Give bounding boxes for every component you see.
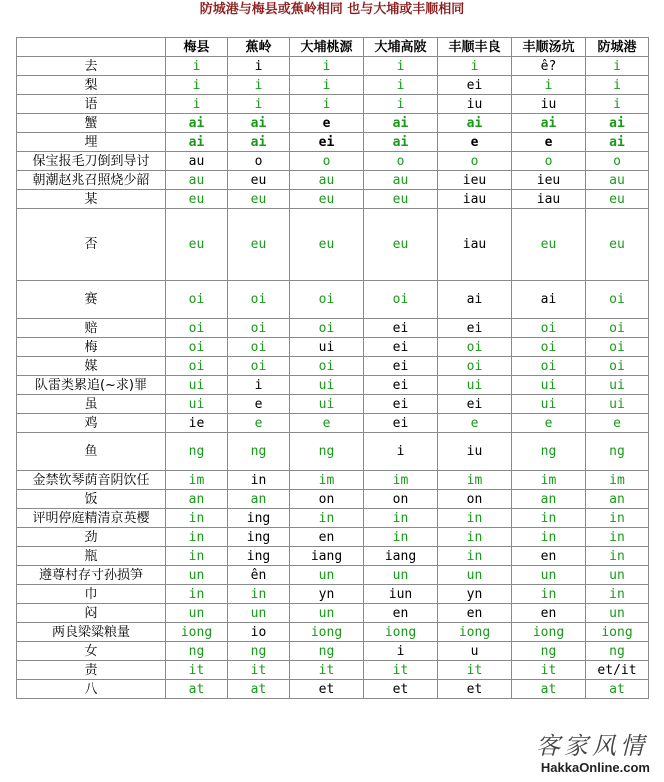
value-cell: e: [228, 414, 290, 433]
header-cell: 梅县: [166, 38, 228, 57]
value-cell: au: [166, 171, 228, 190]
value-cell: ei: [364, 376, 438, 395]
value-cell: oi: [290, 281, 364, 319]
value-cell: im: [512, 471, 586, 490]
value-cell: un: [228, 604, 290, 623]
value-cell: e: [512, 133, 586, 152]
value-cell: at: [228, 680, 290, 699]
table-row: [17, 171, 649, 190]
value-cell: un: [586, 604, 649, 623]
value-cell: o: [228, 152, 290, 171]
row-label: 去: [17, 57, 166, 76]
row-label: 保宝报毛刀倒到导讨: [17, 152, 166, 171]
value-cell: iang: [364, 547, 438, 566]
table-row: [17, 357, 649, 376]
value-cell: un: [438, 566, 512, 585]
value-cell: oi: [586, 319, 649, 338]
value-cell: in: [166, 547, 228, 566]
table-row: [17, 566, 649, 585]
header-row: [17, 38, 649, 57]
value-cell: ai: [512, 281, 586, 319]
header-cell: 丰顺丰良: [438, 38, 512, 57]
value-cell: e: [228, 395, 290, 414]
value-cell: e: [438, 414, 512, 433]
row-label: 女: [17, 642, 166, 661]
value-cell: eu: [364, 209, 438, 281]
value-cell: i: [586, 95, 649, 114]
value-cell: i: [438, 57, 512, 76]
value-cell: ai: [228, 133, 290, 152]
table-row: [17, 471, 649, 490]
table-row: [17, 414, 649, 433]
table-row: [17, 509, 649, 528]
value-cell: en: [438, 604, 512, 623]
value-cell: iu: [438, 95, 512, 114]
value-cell: im: [166, 471, 228, 490]
value-cell: o: [364, 152, 438, 171]
value-cell: i: [290, 76, 364, 95]
table-row: [17, 376, 649, 395]
value-cell: eu: [228, 171, 290, 190]
row-label: 闷: [17, 604, 166, 623]
value-cell: it: [438, 661, 512, 680]
row-label: 两良梁粱粮量: [17, 623, 166, 642]
value-cell: ui: [586, 395, 649, 414]
value-cell: e: [586, 414, 649, 433]
row-label: 遵尊村存寸孙损笋: [17, 566, 166, 585]
value-cell: et: [290, 680, 364, 699]
row-label: 梅: [17, 338, 166, 357]
value-cell: in: [166, 509, 228, 528]
value-cell: oi: [586, 338, 649, 357]
value-cell: o: [586, 152, 649, 171]
value-cell: un: [166, 566, 228, 585]
value-cell: ei: [364, 319, 438, 338]
value-cell: ng: [228, 433, 290, 471]
value-cell: ui: [512, 395, 586, 414]
value-cell: ei: [438, 319, 512, 338]
value-cell: iang: [290, 547, 364, 566]
value-cell: oi: [512, 319, 586, 338]
value-cell: ei: [364, 395, 438, 414]
table-row: [17, 433, 649, 471]
value-cell: et: [438, 680, 512, 699]
value-cell: ing: [228, 547, 290, 566]
value-cell: ai: [228, 114, 290, 133]
comparison-table: [16, 37, 649, 699]
value-cell: ing: [228, 528, 290, 547]
value-cell: ng: [586, 433, 649, 471]
value-cell: un: [166, 604, 228, 623]
value-cell: et/it: [586, 661, 649, 680]
value-cell: ei: [438, 395, 512, 414]
value-cell: u: [438, 642, 512, 661]
value-cell: on: [438, 490, 512, 509]
value-cell: ieu: [438, 171, 512, 190]
value-cell: en: [512, 604, 586, 623]
row-label: 瓶: [17, 547, 166, 566]
value-cell: eu: [228, 190, 290, 209]
value-cell: oi: [512, 357, 586, 376]
value-cell: ê?: [512, 57, 586, 76]
table-row: [17, 490, 649, 509]
table-row: [17, 133, 649, 152]
value-cell: i: [364, 57, 438, 76]
table-row: [17, 57, 649, 76]
value-cell: in: [438, 547, 512, 566]
row-label: 八: [17, 680, 166, 699]
value-cell: yn: [438, 585, 512, 604]
value-cell: an: [512, 490, 586, 509]
value-cell: i: [586, 76, 649, 95]
value-cell: in: [512, 585, 586, 604]
value-cell: eu: [166, 190, 228, 209]
value-cell: ng: [290, 642, 364, 661]
value-cell: ei: [364, 414, 438, 433]
table-row: [17, 190, 649, 209]
value-cell: i: [228, 57, 290, 76]
value-cell: oi: [438, 338, 512, 357]
value-cell: ai: [586, 114, 649, 133]
table-row: [17, 642, 649, 661]
value-cell: ui: [290, 376, 364, 395]
value-cell: i: [228, 376, 290, 395]
value-cell: e: [438, 133, 512, 152]
value-cell: in: [586, 585, 649, 604]
table-row: [17, 623, 649, 642]
value-cell: oi: [166, 338, 228, 357]
value-cell: i: [290, 57, 364, 76]
row-label: 某: [17, 190, 166, 209]
value-cell: ai: [364, 114, 438, 133]
value-cell: im: [586, 471, 649, 490]
value-cell: oi: [290, 319, 364, 338]
value-cell: in: [364, 509, 438, 528]
value-cell: en: [290, 528, 364, 547]
value-cell: at: [512, 680, 586, 699]
table-row: [17, 338, 649, 357]
value-cell: ui: [290, 338, 364, 357]
value-cell: iong: [586, 623, 649, 642]
value-cell: ui: [586, 376, 649, 395]
value-cell: an: [228, 490, 290, 509]
value-cell: oi: [166, 319, 228, 338]
table-body: [17, 57, 649, 699]
value-cell: oi: [586, 357, 649, 376]
value-cell: oi: [228, 338, 290, 357]
header-cell: 蕉岭: [228, 38, 290, 57]
value-cell: ai: [438, 114, 512, 133]
value-cell: ai: [438, 281, 512, 319]
value-cell: iong: [166, 623, 228, 642]
value-cell: ai: [586, 133, 649, 152]
value-cell: in: [166, 585, 228, 604]
table-row: [17, 152, 649, 171]
watermark: [454, 726, 654, 782]
row-label: 梨: [17, 76, 166, 95]
value-cell: ên: [228, 566, 290, 585]
value-cell: in: [586, 528, 649, 547]
value-cell: oi: [228, 357, 290, 376]
value-cell: iong: [438, 623, 512, 642]
page-title: 防城港与梅县或蕉岭相同 也与大埔或丰顺相同: [199, 2, 465, 17]
value-cell: ai: [166, 133, 228, 152]
value-cell: oi: [166, 281, 228, 319]
value-cell: au: [166, 152, 228, 171]
value-cell: it: [166, 661, 228, 680]
value-cell: oi: [586, 281, 649, 319]
row-label: 巾: [17, 585, 166, 604]
value-cell: in: [290, 509, 364, 528]
row-label: 评明停庭精清京英樱: [17, 509, 166, 528]
value-cell: at: [586, 680, 649, 699]
value-cell: im: [290, 471, 364, 490]
value-cell: au: [586, 171, 649, 190]
row-label: 赔: [17, 319, 166, 338]
header-cell: 防城港: [586, 38, 649, 57]
value-cell: ng: [166, 642, 228, 661]
value-cell: ui: [512, 376, 586, 395]
value-cell: i: [166, 76, 228, 95]
watermark-site: HakkaOnline.com: [540, 760, 650, 775]
value-cell: eu: [586, 190, 649, 209]
value-cell: ing: [228, 509, 290, 528]
row-label: 赛: [17, 281, 166, 319]
table-row: [17, 395, 649, 414]
row-label: 蟹: [17, 114, 166, 133]
value-cell: on: [290, 490, 364, 509]
table-row: [17, 585, 649, 604]
row-label: 队雷类累追(~求)罪: [17, 376, 166, 395]
value-cell: e: [512, 414, 586, 433]
value-cell: eu: [586, 209, 649, 281]
value-cell: i: [290, 95, 364, 114]
value-cell: au: [290, 171, 364, 190]
value-cell: oi: [364, 281, 438, 319]
value-cell: iong: [364, 623, 438, 642]
header-cell: 大埔高陂: [364, 38, 438, 57]
row-label: 语: [17, 95, 166, 114]
value-cell: eu: [364, 190, 438, 209]
value-cell: ng: [512, 433, 586, 471]
value-cell: un: [290, 566, 364, 585]
row-label: 劲: [17, 528, 166, 547]
row-label: 鱼: [17, 433, 166, 471]
value-cell: in: [364, 528, 438, 547]
value-cell: oi: [166, 357, 228, 376]
table-row: [17, 281, 649, 319]
value-cell: ei: [290, 133, 364, 152]
value-cell: ng: [290, 433, 364, 471]
value-cell: ei: [364, 338, 438, 357]
value-cell: un: [364, 566, 438, 585]
value-cell: ng: [228, 642, 290, 661]
table-row: [17, 114, 649, 133]
value-cell: en: [512, 547, 586, 566]
value-cell: un: [512, 566, 586, 585]
value-cell: in: [438, 509, 512, 528]
value-cell: iu: [438, 433, 512, 471]
value-cell: ie: [166, 414, 228, 433]
value-cell: an: [586, 490, 649, 509]
value-cell: eu: [166, 209, 228, 281]
row-label: 埋: [17, 133, 166, 152]
value-cell: io: [228, 623, 290, 642]
table-row: [17, 661, 649, 680]
value-cell: i: [512, 76, 586, 95]
value-cell: iau: [438, 190, 512, 209]
value-cell: un: [586, 566, 649, 585]
value-cell: in: [438, 528, 512, 547]
value-cell: i: [228, 76, 290, 95]
row-label: 责: [17, 661, 166, 680]
value-cell: au: [364, 171, 438, 190]
row-label: 否: [17, 209, 166, 281]
header-corner: [17, 38, 166, 57]
watermark-script: 客家风情: [536, 732, 648, 760]
value-cell: o: [290, 152, 364, 171]
value-cell: an: [166, 490, 228, 509]
value-cell: ai: [364, 133, 438, 152]
header-cell: 大埔桃源: [290, 38, 364, 57]
value-cell: ng: [166, 433, 228, 471]
header-cell: 丰顺汤坑: [512, 38, 586, 57]
value-cell: o: [512, 152, 586, 171]
value-cell: iau: [438, 209, 512, 281]
value-cell: it: [290, 661, 364, 680]
value-cell: oi: [228, 281, 290, 319]
row-label: 金禁钦琴荫音阴饮任: [17, 471, 166, 490]
value-cell: iong: [512, 623, 586, 642]
value-cell: iun: [364, 585, 438, 604]
table-row: [17, 604, 649, 623]
value-cell: oi: [290, 357, 364, 376]
value-cell: ai: [166, 114, 228, 133]
value-cell: ai: [512, 114, 586, 133]
table-row: [17, 95, 649, 114]
value-cell: in: [228, 585, 290, 604]
value-cell: iu: [512, 95, 586, 114]
value-cell: i: [166, 95, 228, 114]
value-cell: eu: [228, 209, 290, 281]
value-cell: o: [438, 152, 512, 171]
value-cell: i: [228, 95, 290, 114]
value-cell: oi: [512, 338, 586, 357]
value-cell: in: [512, 509, 586, 528]
value-cell: ieu: [512, 171, 586, 190]
value-cell: im: [438, 471, 512, 490]
value-cell: at: [166, 680, 228, 699]
value-cell: e: [290, 414, 364, 433]
table-row: [17, 76, 649, 95]
value-cell: ng: [512, 642, 586, 661]
value-cell: i: [364, 642, 438, 661]
value-cell: it: [364, 661, 438, 680]
row-label: 鸡: [17, 414, 166, 433]
value-cell: it: [512, 661, 586, 680]
value-cell: it: [228, 661, 290, 680]
value-cell: ui: [166, 376, 228, 395]
value-cell: in: [228, 471, 290, 490]
row-label: 媒: [17, 357, 166, 376]
table-row: [17, 528, 649, 547]
value-cell: ui: [166, 395, 228, 414]
table-row: [17, 547, 649, 566]
value-cell: in: [586, 509, 649, 528]
value-cell: in: [166, 528, 228, 547]
value-cell: un: [290, 604, 364, 623]
value-cell: yn: [290, 585, 364, 604]
value-cell: im: [364, 471, 438, 490]
value-cell: ei: [438, 76, 512, 95]
table-row: [17, 209, 649, 281]
value-cell: ei: [364, 357, 438, 376]
value-cell: i: [586, 57, 649, 76]
table-row: [17, 319, 649, 338]
value-cell: eu: [512, 209, 586, 281]
value-cell: ng: [586, 642, 649, 661]
value-cell: oi: [228, 319, 290, 338]
value-cell: in: [586, 547, 649, 566]
row-label: 虽: [17, 395, 166, 414]
value-cell: iong: [290, 623, 364, 642]
value-cell: iau: [512, 190, 586, 209]
table-row: [17, 680, 649, 699]
value-cell: oi: [438, 357, 512, 376]
value-cell: en: [364, 604, 438, 623]
row-label: 饭: [17, 490, 166, 509]
value-cell: i: [364, 95, 438, 114]
row-label: 朝潮赵兆召照烧少韶: [17, 171, 166, 190]
value-cell: in: [512, 528, 586, 547]
value-cell: i: [364, 76, 438, 95]
value-cell: et: [364, 680, 438, 699]
value-cell: i: [364, 433, 438, 471]
value-cell: eu: [290, 190, 364, 209]
value-cell: ui: [290, 395, 364, 414]
value-cell: eu: [290, 209, 364, 281]
value-cell: e: [290, 114, 364, 133]
value-cell: i: [166, 57, 228, 76]
value-cell: ui: [438, 376, 512, 395]
value-cell: on: [364, 490, 438, 509]
